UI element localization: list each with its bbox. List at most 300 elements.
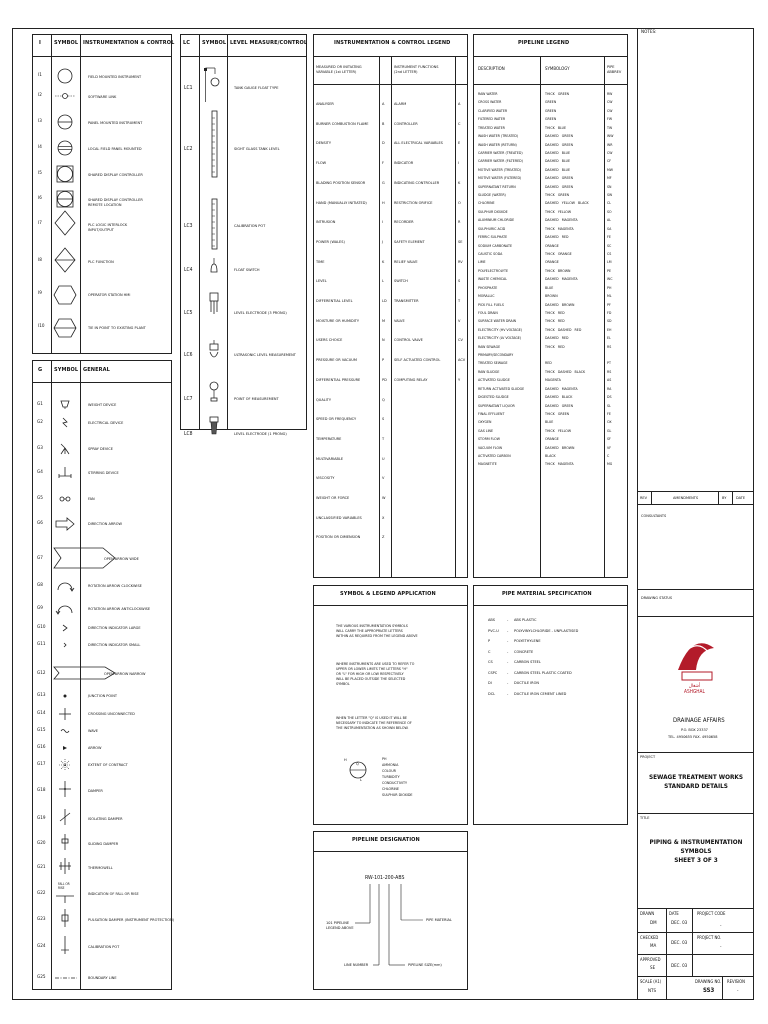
general-header-desc: GENERAL <box>83 367 110 373</box>
drawing-status-label: DRAWING STATUS <box>641 595 673 600</box>
pipeline-row-abbrev: PH <box>607 285 612 290</box>
pipeline-row-abbrev: GL <box>607 428 612 433</box>
amendments-label: AMENDMENTS <box>673 495 699 500</box>
chev-large-icon <box>53 621 77 635</box>
pipeline-row-desc: SURFACE WATER DRAIN <box>478 319 517 324</box>
pipeline-row-symbology: THICK RED <box>545 319 565 324</box>
pipeline-row-symbology: THICK BROWN <box>545 268 571 273</box>
general-row-desc: OPEN ARROW NARROW <box>104 671 146 676</box>
org-po: P.O. BOX 23337 <box>681 727 708 732</box>
application-p1: THE VARIOUS INSTRUMENTATION SYMBOLS WILL CARRY THE APPROPRIATE LETTERS WITHIN AS REQUIRED FROM THE LEGEND ABOVE <box>336 624 418 638</box>
diag-h: H <box>344 757 347 762</box>
circle-dline-icon <box>53 138 77 160</box>
level-row-code: LC2 <box>184 146 193 152</box>
ic-variable: ANALYSER <box>316 101 334 106</box>
consultants-label: CONSULTANTS <box>641 513 667 518</box>
general-row-code: G5 <box>37 496 43 501</box>
ic-variable: FLOW <box>316 160 327 166</box>
ic-legend-title: INSTRUMENTATION & CONTROL LEGEND <box>334 40 451 46</box>
pipeline-row-abbrev: RS <box>607 369 612 374</box>
diamond-icon <box>53 211 77 235</box>
boundary-icon <box>53 971 77 985</box>
pipeline-col-abbr: PIPE ABBREV <box>607 64 622 74</box>
instr-row-code: I1 <box>38 73 42 78</box>
ic-letter-1: F <box>382 160 385 166</box>
pipeline-row-symbology: THICK RED <box>545 310 565 315</box>
ic-variable: DIFFERENTIAL PRESSURE <box>316 376 361 382</box>
pipeline-row-desc: CLARIFIED WATER <box>478 108 508 113</box>
drawing-no-label: DRAWING NO. <box>695 979 722 984</box>
pipeline-row-symbology: BROWN <box>545 294 558 299</box>
pipeline-row-abbrev: SW <box>607 193 613 198</box>
pipeline-row-desc: POLYELECTROLYTE <box>478 268 509 273</box>
diag-l: L <box>360 777 362 782</box>
pipeline-row-desc: OXYGEN <box>478 420 492 425</box>
general-row-desc: ISOLATING DAMPER <box>88 816 123 821</box>
pipeline-row-desc: STORM FLOW <box>478 437 500 442</box>
diag-q: Q <box>356 761 359 766</box>
pipeline-row-abbrev: MW <box>607 167 613 172</box>
pipeline-row-desc: CHLORINE <box>478 201 495 206</box>
material-abbrev: DI <box>488 680 492 685</box>
ic-letter-2: T <box>458 298 461 303</box>
pipeline-row-abbrev: C <box>607 454 610 459</box>
general-row-desc: STIRRING DEVICE <box>88 470 119 475</box>
level-symbol-1-icon <box>201 66 227 104</box>
pipeline-row-desc: PHOSPHATE <box>478 285 498 290</box>
pipeline-row-desc: CAUSTIC SODA <box>478 251 503 256</box>
pipeline-row-symbology: RED <box>545 361 552 366</box>
instr-row-code: I2 <box>38 93 42 98</box>
material-desc: ABS PLASTIC <box>514 617 537 622</box>
pipeline-row-symbology: DASHED BROWN <box>545 445 575 450</box>
pipeline-row-desc: CARRIER WATER (TREATED) <box>478 150 523 155</box>
pipeline-row-symbology: ORANGE <box>545 243 559 248</box>
pipeline-legend-title: PIPELINE LEGEND <box>518 40 570 46</box>
general-row-desc: ROTATION ARROW CLOCKWISE <box>88 583 142 588</box>
general-row-desc: ELECTRICAL DEVICE <box>88 420 124 425</box>
dot-icon <box>53 689 77 703</box>
level-header-code: LC <box>183 40 191 46</box>
cross-icon <box>53 707 77 721</box>
ic-function: COMPUTING RELAY <box>394 376 428 382</box>
general-row-code: G8 <box>37 583 43 588</box>
pipe-material-panel <box>473 585 628 825</box>
pipeline-row-desc: TREATED SEWAGE <box>478 361 508 366</box>
pipeline-row-abbrev: FW <box>607 117 613 122</box>
ic-letter-1: A <box>382 101 385 106</box>
instr-header-desc: INSTRUMENTATION & CONTROL <box>83 40 175 46</box>
ic-variable: VISCOSITY <box>316 475 335 481</box>
pipeline-row-abbrev: EL <box>607 336 611 341</box>
ic-variable: LEVEL <box>316 278 327 284</box>
general-row-code: G14 <box>37 711 46 716</box>
general-row-code: G19 <box>37 816 46 821</box>
designation-legend-label: 101 PIPELINE LEGEND ABOVE <box>326 920 354 930</box>
pipeline-row-abbrev: AL <box>607 218 612 223</box>
pipeline-row-desc: RAW SEWAGE <box>478 344 501 349</box>
pipeline-row-desc: TREATED WATER <box>478 125 505 130</box>
drawn-value: DM <box>650 921 657 926</box>
pipeline-row-abbrev: CF <box>607 159 612 164</box>
instr-row-code: I10 <box>38 324 45 329</box>
ic-letter-2: CV <box>458 337 463 343</box>
pipeline-row-symbology: DASHED BLUE <box>545 150 570 155</box>
ic-letter-2: R <box>458 219 461 225</box>
pipeline-row-abbrev: AS <box>607 378 612 383</box>
pipeline-row-symbology: THICK GREEN <box>545 411 570 416</box>
pipeline-row-symbology: THICK DASHED BLACK <box>545 369 586 374</box>
ic-function: TRANSMITTER <box>394 298 419 303</box>
material-desc: CARBON STEEL PLASTIC COATED <box>514 669 572 675</box>
level-symbol-5-icon <box>201 292 227 316</box>
scale-value: NTS <box>648 989 657 994</box>
pipeline-row-symbology: DASHED GREEN <box>545 134 573 139</box>
level-row-desc: FLOAT SWITCH <box>234 267 260 272</box>
material-abbrev: CSPC <box>488 669 498 675</box>
pipeline-row-symbology: DASHED BROWN <box>545 302 575 307</box>
level-symbol-2-icon <box>201 110 227 178</box>
electrical-icon <box>53 416 77 430</box>
general-row-desc: THERMOWELL <box>88 865 113 870</box>
pipeline-row-desc: SUPERNATANT RETURN <box>478 184 516 189</box>
ic-variable: QUALITY <box>316 396 331 402</box>
level-header-symbol: SYMBOL <box>202 40 227 46</box>
ic-letter-1: U <box>382 455 385 461</box>
pipeline-row-desc: MORALLIC <box>478 294 495 299</box>
pipeline-row-abbrev: SC <box>607 243 612 248</box>
general-row-code: G16 <box>37 745 46 750</box>
project-name: SEWAGE TREATMENT WORKS STANDARD DETAILS <box>648 773 744 790</box>
application-p3: WHEN THE LETTER "Q" IS USED IT WILL BE NECESSARY TO INDICATE THE REFERENCE OF THE INSTRUMENTATION AS SHOWN BELOW. <box>336 716 412 730</box>
fan-icon <box>53 492 77 506</box>
pipeline-row-desc: SUPERNATANT LIQUOR <box>478 403 515 408</box>
pipeline-row-desc: FERRIC SULPHATE <box>478 235 508 240</box>
pipeline-row-desc: VACUUM FLOW <box>478 445 503 450</box>
designation-material-label: PIPE MATERIAL <box>426 917 452 922</box>
pipeline-row-symbology: DASHED BLUE <box>545 167 570 172</box>
pipeline-row-symbology: BLUE <box>545 285 554 290</box>
level-symbol-7-icon <box>201 380 227 404</box>
general-row-code: G22 <box>37 891 46 896</box>
ic-letter-2: I <box>458 160 460 166</box>
pipeline-row-desc: PRIMARY/SECONDARY <box>478 353 514 358</box>
instr-row-desc: TIE IN POINT TO EXISTING PLANT <box>88 325 146 330</box>
pipeline-row-symbology: THICK YELLOW <box>545 209 572 214</box>
pipeline-row-abbrev: WR <box>607 142 613 147</box>
ic-variable: USERS CHOICE <box>316 337 343 343</box>
project-code-value: - <box>720 924 722 929</box>
level-row-code: LC7 <box>184 396 193 402</box>
circle-line-icon <box>53 112 77 134</box>
pipeline-row-symbology: MAGENTA <box>545 378 561 383</box>
level-row-desc: POINT OF MEASUREMENT <box>234 396 279 401</box>
damper-icon <box>53 781 77 799</box>
instr-row-desc: SHARED DISPLAY CONTROLLER <box>88 172 143 177</box>
general-row-code: G9 <box>37 606 43 611</box>
material-separator: - <box>507 648 509 654</box>
level-row-desc: CALIBRATION POT <box>234 223 266 228</box>
level-row-desc: ULTRASONIC LEVEL MEASUREMENT <box>234 352 296 357</box>
ic-letter-2: K <box>458 179 461 185</box>
rev-label: REV <box>640 495 648 500</box>
stirrer-icon <box>53 466 77 480</box>
pipeline-row-symbology: THICK MAGENTA <box>545 462 574 467</box>
level-row-code: LC6 <box>184 352 193 358</box>
pipeline-row-symbology: BLUE <box>545 420 554 425</box>
drawing-no-value: SS3 <box>703 987 715 994</box>
general-row-code: G2 <box>37 420 43 425</box>
general-row-code: G1 <box>37 402 43 407</box>
general-row-desc: EXTENT OF CONTRACT <box>88 762 128 767</box>
pipeline-row-abbrev: DS <box>607 395 612 400</box>
pipeline-row-abbrev: PF <box>607 302 611 307</box>
approved-value: SE <box>650 966 656 971</box>
level-row-code: LC8 <box>184 431 193 437</box>
ic-variable: PRESSURE OR VACUUM <box>316 357 357 363</box>
fall-label: FALL OR RISE <box>58 882 70 890</box>
pipeline-row-abbrev: SA <box>607 226 612 231</box>
drawing-title: PIPING & INSTRUMENTATION SYMBOLS SHEET 3 OF 3 <box>649 838 743 864</box>
checked-label: CHECKED <box>640 935 659 940</box>
general-row-desc: BOUNDARY LINE <box>88 975 117 980</box>
pipeline-row-abbrev: CS <box>607 251 612 256</box>
general-row-code: G10 <box>37 625 46 630</box>
pipeline-row-desc: SULPHUR DIOXIDE <box>478 209 508 214</box>
pipeline-row-symbology: DASHED GREEN <box>545 403 573 408</box>
ic-letter-2: ACV <box>458 357 466 363</box>
ic-function: VALVE <box>394 317 405 323</box>
ic-variable: UNCLASSIFIED VARIABLES <box>316 514 362 520</box>
pipeline-row-desc: FINAL EFFLUENT <box>478 411 505 416</box>
logo-text: أشغال ASHGHAL <box>684 684 705 695</box>
pipeline-row-desc: ALUMINIUM CHLORIDE <box>478 218 515 223</box>
ic-letter-2: V <box>458 317 461 323</box>
general-row-desc: OPEN ARROW WIDE <box>104 556 139 561</box>
square-circle-line-icon <box>53 189 77 211</box>
ic-letter-2: S <box>458 278 461 284</box>
general-row-desc: DIRECTION ARROW <box>88 521 122 526</box>
instr-header-code: I <box>39 40 41 46</box>
general-row-desc: INDICATION OF FALL OR RISE <box>88 891 139 896</box>
pipeline-row-abbrev: CL <box>607 201 612 206</box>
ic-letter-1: LD <box>382 298 387 303</box>
pipeline-row-symbology: THICK MAGENTA <box>545 226 574 231</box>
pipeline-row-abbrev: VF <box>607 445 612 450</box>
general-header-symbol: SYMBOL <box>54 367 79 373</box>
pipeline-row-abbrev: EH <box>607 327 612 332</box>
pipeline-row-abbrev: MG <box>607 462 613 467</box>
hexagon-icon <box>53 284 77 306</box>
pipeline-row-desc: MAGNETITE <box>478 462 497 467</box>
pipeline-row-symbology: DASHED BLUE <box>545 159 570 164</box>
instr-row-desc: PANEL MOUNTED INSTRUMENT <box>88 120 143 125</box>
ic-variable: DENSITY <box>316 140 332 146</box>
ic-legend-col1: MEASURED OR INITIATING VARIABLE (1st LETTER) <box>316 64 362 74</box>
general-row-desc: DIRECTION INDICATOR SMALL <box>88 642 141 647</box>
by-label: BY <box>722 495 727 500</box>
level-header-desc: LEVEL MEASURE/CONTROL <box>230 40 308 46</box>
ic-function: RELIEF VALVE <box>394 258 418 264</box>
project-code-label: PROJECT CODE <box>697 911 726 916</box>
pipeline-row-desc: ACTIVATED SLUDGE <box>478 378 510 383</box>
pipeline-row-desc: ELECTRICITY (HV VOLTAGE) <box>478 327 523 332</box>
ic-letter-1: S <box>382 416 385 422</box>
ic-letter-1: V <box>382 475 385 481</box>
scale-label: SCALE (A1) <box>640 979 662 984</box>
pipeline-row-abbrev: CW <box>607 150 613 155</box>
general-row-desc: SLIDING DAMPER <box>88 841 119 846</box>
application-title: SYMBOL & LEGEND APPLICATION <box>340 591 436 597</box>
material-abbrev: ABS <box>488 617 495 622</box>
level-symbol-8-icon <box>201 416 227 436</box>
pipeline-row-desc: FOUL DRAIN <box>478 310 498 315</box>
pipeline-row-symbology: DASHED GREEN <box>545 184 573 189</box>
pipeline-row-symbology: GREEN <box>545 100 557 105</box>
wave-icon <box>53 724 77 738</box>
general-row-code: G20 <box>37 841 46 846</box>
ic-variable: POWER (WALES) <box>316 238 345 244</box>
spray-icon <box>53 442 77 456</box>
general-row-code: G24 <box>37 944 46 949</box>
level-row-desc: LEVEL ELECTRODE (3 PRONG) <box>234 310 287 315</box>
general-row-code: G3 <box>37 446 43 451</box>
ic-letter-2: Y <box>458 376 461 382</box>
pipeline-row-abbrev: SL <box>607 403 611 408</box>
pipeline-row-abbrev: SD <box>607 319 612 324</box>
ic-function: CONTROLLER <box>394 120 418 126</box>
pipeline-row-desc: FILTERED WATER <box>478 117 506 122</box>
pipeline-row-desc: SULPHURIC ACID <box>478 226 506 231</box>
ic-letter-1: N <box>382 337 385 343</box>
general-row-desc: PULSATION DAMPER (INSTRUMENT PROTECTION) <box>88 917 175 922</box>
pipeline-row-abbrev: LM <box>607 260 612 265</box>
ic-function: CONTROL VALVE <box>394 337 423 343</box>
pipeline-row-desc: RAW SLUDGE <box>478 369 500 374</box>
pipeline-row-symbology: DASHED GREEN <box>545 142 573 147</box>
ic-function: SAFETY ELEMENT <box>394 238 425 244</box>
pipeline-row-abbrev: CW <box>607 108 613 113</box>
ic-letter-1: W <box>382 495 386 500</box>
general-row-code: G23 <box>37 917 46 922</box>
notes-label: NOTES: <box>641 30 657 35</box>
ic-letter-1: G <box>382 179 385 185</box>
pipeline-row-desc: WASH WATER (TREATED) <box>478 134 519 139</box>
designation-line-label: LINE NUMBER <box>344 962 369 967</box>
material-separator: - <box>507 627 509 633</box>
ic-variable: DIFFERENTIAL LEVEL <box>316 298 353 303</box>
pipeline-row-abbrev: WW <box>607 134 614 139</box>
designation-code: RW-101-200-ABS <box>365 875 405 881</box>
instr-row-desc: PLC LOGIC INTERLOCK INPUT/OUTPUT <box>88 222 128 232</box>
level-row-desc: LEVEL ELECTRODE (1 PRONG) <box>234 431 287 436</box>
drawn-label: DRAWN <box>640 911 655 916</box>
ic-letter-2: C <box>458 120 461 126</box>
ic-function: ALARM <box>394 101 407 106</box>
project-label: PROJECT <box>640 754 656 759</box>
org-name: DRAINAGE AFFAIRS <box>673 717 725 724</box>
general-row-desc: SPRAY DEVICE <box>88 446 113 451</box>
general-row-code: G17 <box>37 762 46 767</box>
material-desc: CARBON STEEL <box>514 659 541 664</box>
ic-variable: MULTIVARIABLE <box>316 455 344 461</box>
material-desc: POLYETHYLENE <box>514 638 541 643</box>
material-abbrev: DCL <box>488 690 496 696</box>
ic-variable: BLADING POSITION SENSOR <box>316 179 366 185</box>
approved-date: DEC. 03 <box>671 964 688 969</box>
hexagon-line-icon <box>53 317 77 339</box>
revision-label: REVISION <box>727 979 745 984</box>
pipeline-row-symbology: THICK YELLOW <box>545 428 572 433</box>
ic-letter-2: A <box>458 101 461 106</box>
level-row-code: LC1 <box>184 85 193 91</box>
pipeline-col-desc: DESCRIPTION <box>478 67 505 72</box>
material-desc: DUCTILE IRON <box>514 680 539 685</box>
level-symbol-3-icon <box>201 198 227 250</box>
general-row-desc: JUNCTION POINT <box>88 693 117 698</box>
ic-letter-1: X <box>382 514 385 520</box>
level-row-code: LC3 <box>184 223 193 229</box>
application-list: PH AMMONIA COLOUR TURBIDITY CONDUCTIVITY CHLORINE SULPHUR DIOXIDE <box>382 757 413 797</box>
instr-row-code: I7 <box>38 221 42 226</box>
level-row-desc: TANK GAUGE FLOAT TYPE <box>234 85 279 90</box>
pipeline-row-symbology: DASHED GREEN <box>545 176 573 181</box>
general-row-desc: DIRECTION INDICATOR LARGE <box>88 625 141 630</box>
pipeline-row-desc: SLUDGE (WATER) <box>478 193 506 198</box>
pipeline-row-abbrev: SF <box>607 437 611 442</box>
instr-row-desc: SOFTWARE LINK <box>88 94 117 99</box>
ic-variable: HAND (MANUALLY INITIATED) <box>316 199 367 205</box>
general-row-code: G18 <box>37 788 46 793</box>
pipeline-row-desc: ACTIVATED CARBON <box>478 454 511 459</box>
material-separator: - <box>507 690 509 696</box>
circle-dash-icon <box>53 86 77 108</box>
pipeline-row-abbrev: RW <box>607 92 613 96</box>
instr-row-desc: PLC FUNCTION <box>88 259 114 264</box>
ic-letter-2: O <box>458 199 461 205</box>
general-row-code: G25 <box>37 975 46 980</box>
level-symbol-4-icon <box>201 258 227 274</box>
pipeline-row-abbrev: MF <box>607 176 612 181</box>
material-separator: - <box>507 669 509 675</box>
material-desc: CONCRETE <box>514 648 534 654</box>
arrow-icon <box>53 517 77 531</box>
instr-row-desc: FIELD MOUNTED INSTRUMENT <box>88 74 142 79</box>
ic-letter-1: Z <box>382 534 385 540</box>
ic-variable: TEMPERATURE <box>316 435 342 441</box>
ic-letter-2: E <box>458 140 461 146</box>
pipeline-row-abbrev: WC <box>607 277 613 282</box>
general-row-desc: WAVE <box>88 728 98 733</box>
pipeline-row-abbrev: RS <box>607 344 612 349</box>
ic-letter-1: T <box>382 435 385 441</box>
material-abbrev: C <box>488 648 491 654</box>
pulsation-icon <box>53 909 77 929</box>
pipeline-row-abbrev: PE <box>607 268 611 273</box>
pipeline-row-abbrev: PT <box>607 361 611 366</box>
date-value: DEC. 03 <box>671 921 688 926</box>
instr-row-code: I9 <box>38 291 42 296</box>
pipeline-row-desc: PICK FILL FUELS <box>478 302 504 307</box>
instr-row-code: I5 <box>38 171 42 176</box>
material-separator: - <box>507 680 509 685</box>
pipeline-row-desc: RETURN ACTIVATED SLUDGE <box>478 386 525 391</box>
instr-row-desc: LOCAL FIELD PANEL MOUNTED <box>88 146 142 151</box>
instr-row-desc: OPERATOR STATION HMI <box>88 292 131 297</box>
pipeline-row-symbology: DASHED MAGENTA <box>545 277 578 282</box>
pipeline-row-desc: RAW WATER <box>478 92 498 96</box>
ic-variable: SPEED OR FREQUENCY <box>316 416 357 422</box>
